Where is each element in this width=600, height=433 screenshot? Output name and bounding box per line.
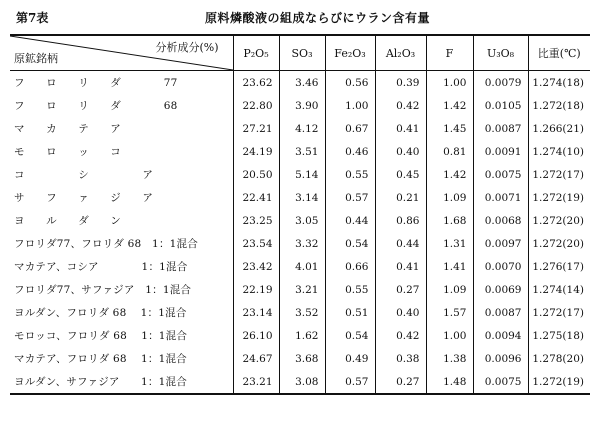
value-cell: 1.272(20) [528, 232, 590, 255]
header-al2o3: Al₂O₃ [375, 35, 426, 71]
value-cell: 0.0087 [473, 117, 528, 140]
header-u3o8: U₃O₈ [473, 35, 528, 71]
value-cell: 22.41 [233, 186, 279, 209]
header-f: F [426, 35, 473, 71]
value-cell: 4.01 [279, 255, 325, 278]
ore-name-cell: マカテア、フロリダ 68 1：1混合 [14, 353, 187, 365]
value-cell: 1.272(17) [528, 301, 590, 324]
value-cell: 3.46 [279, 71, 325, 95]
value-cell: 0.45 [375, 163, 426, 186]
table-row [10, 209, 590, 232]
table-row [10, 140, 590, 163]
value-cell: 0.46 [325, 140, 375, 163]
value-cell: 0.67 [325, 117, 375, 140]
value-cell: 1.276(17) [528, 255, 590, 278]
value-cell: 23.14 [233, 301, 279, 324]
value-cell: 20.50 [233, 163, 279, 186]
value-cell: 23.21 [233, 370, 279, 394]
ore-name-cell: モ ロ ッ コ [14, 146, 121, 158]
value-cell: 0.0070 [473, 255, 528, 278]
value-cell: 1.57 [426, 301, 473, 324]
value-cell: 0.49 [325, 347, 375, 370]
value-cell: 0.42 [375, 324, 426, 347]
value-cell: 0.39 [375, 71, 426, 95]
header-so3: SO₃ [279, 35, 325, 71]
value-cell: 24.19 [233, 140, 279, 163]
value-cell: 1.00 [426, 71, 473, 95]
value-cell: 1.274(18) [528, 71, 590, 95]
ore-name-cell: ヨルダン、フロリダ 68 1：1混合 [14, 307, 187, 319]
value-cell: 0.0075 [473, 163, 528, 186]
table-row [10, 301, 590, 324]
table-body [10, 71, 590, 395]
header-specific-gravity: 比重(℃) [528, 35, 590, 71]
ore-name-cell: フロリダ77、フロリダ 68 1：1混合 [14, 238, 198, 250]
value-cell: 1.38 [426, 347, 473, 370]
value-cell: 0.44 [375, 232, 426, 255]
value-cell: 0.55 [325, 163, 375, 186]
value-cell: 0.0071 [473, 186, 528, 209]
header-p2o5: P₂O₅ [233, 35, 279, 71]
value-cell: 3.51 [279, 140, 325, 163]
value-cell: 0.0105 [473, 94, 528, 117]
header-fe2o3: Fe₂O₃ [325, 35, 375, 71]
value-cell: 1.274(14) [528, 278, 590, 301]
value-cell: 3.05 [279, 209, 325, 232]
value-cell: 0.86 [375, 209, 426, 232]
value-cell: 0.0091 [473, 140, 528, 163]
value-cell: 4.12 [279, 117, 325, 140]
table-row [10, 278, 590, 301]
value-cell: 0.21 [375, 186, 426, 209]
value-cell: 0.81 [426, 140, 473, 163]
value-cell: 0.0094 [473, 324, 528, 347]
value-cell: 0.51 [325, 301, 375, 324]
header-analysis-label: 分析成分(%) [155, 41, 219, 54]
table-row [10, 324, 590, 347]
ore-name-cell: ヨルダン、サファジア 1：1混合 [14, 376, 187, 388]
value-cell: 5.14 [279, 163, 325, 186]
table-row [10, 255, 590, 278]
table-row [10, 117, 590, 140]
value-cell: 0.41 [375, 117, 426, 140]
value-cell: 1.09 [426, 186, 473, 209]
table-row [10, 71, 590, 95]
value-cell: 1.272(18) [528, 94, 590, 117]
value-cell: 0.0097 [473, 232, 528, 255]
ore-name-cell: コ シ ア [14, 169, 154, 181]
value-cell: 0.42 [375, 94, 426, 117]
value-cell: 3.90 [279, 94, 325, 117]
table-row [10, 94, 590, 117]
value-cell: 0.57 [325, 186, 375, 209]
table-title: 原料燐酸液の組成ならびにウラン含有量 [205, 11, 431, 25]
value-cell: 1.42 [426, 163, 473, 186]
value-cell: 0.0087 [473, 301, 528, 324]
table-row [10, 370, 590, 394]
ore-name-cell: フ ロ リ ダ 68 [14, 100, 178, 112]
ore-name-cell: ヨ ル ダ ン [14, 215, 121, 227]
value-cell: 3.68 [279, 347, 325, 370]
value-cell: 1.62 [279, 324, 325, 347]
value-cell: 0.0096 [473, 347, 528, 370]
value-cell: 1.274(10) [528, 140, 590, 163]
value-cell: 1.45 [426, 117, 473, 140]
table-label: 第7表 [16, 11, 49, 25]
value-cell: 1.272(19) [528, 370, 590, 394]
value-cell: 24.67 [233, 347, 279, 370]
value-cell: 23.62 [233, 71, 279, 95]
value-cell: 0.0069 [473, 278, 528, 301]
table-row [10, 347, 590, 370]
value-cell: 1.48 [426, 370, 473, 394]
value-cell: 27.21 [233, 117, 279, 140]
value-cell: 0.66 [325, 255, 375, 278]
value-cell: 1.272(19) [528, 186, 590, 209]
value-cell: 0.55 [325, 278, 375, 301]
header-ore-label: 原鉱銘柄 [14, 52, 58, 65]
value-cell: 0.0068 [473, 209, 528, 232]
value-cell: 1.42 [426, 94, 473, 117]
value-cell: 1.278(20) [528, 347, 590, 370]
value-cell: 1.31 [426, 232, 473, 255]
value-cell: 0.41 [375, 255, 426, 278]
table-row [10, 186, 590, 209]
value-cell: 1.41 [426, 255, 473, 278]
value-cell: 23.54 [233, 232, 279, 255]
value-cell: 0.27 [375, 278, 426, 301]
value-cell: 0.54 [325, 324, 375, 347]
ore-name-cell: モロッコ、フロリダ 68 1：1混合 [14, 330, 188, 342]
value-cell: 23.25 [233, 209, 279, 232]
value-cell: 1.275(18) [528, 324, 590, 347]
value-cell: 3.52 [279, 301, 325, 324]
value-cell: 26.10 [233, 324, 279, 347]
value-cell: 0.38 [375, 347, 426, 370]
value-cell: 1.09 [426, 278, 473, 301]
ore-name-cell: サ フ ァ ジ ア [14, 192, 154, 204]
value-cell: 0.40 [375, 140, 426, 163]
value-cell: 0.40 [375, 301, 426, 324]
ore-name-cell: マカテア、コシア 1：1混合 [14, 261, 188, 273]
table-row [10, 232, 590, 255]
value-cell: 0.27 [375, 370, 426, 394]
value-cell: 1.272(20) [528, 209, 590, 232]
value-cell: 1.68 [426, 209, 473, 232]
value-cell: 22.80 [233, 94, 279, 117]
value-cell: 1.266(21) [528, 117, 590, 140]
value-cell: 1.00 [426, 324, 473, 347]
table-row [10, 163, 590, 186]
value-cell: 3.08 [279, 370, 325, 394]
ore-name-cell: マ カ テ ア [14, 123, 121, 135]
value-cell: 0.0075 [473, 370, 528, 394]
ore-name-cell: フロリダ77、サファジア 1：1混合 [14, 284, 192, 296]
value-cell: 0.57 [325, 370, 375, 394]
ore-name-cell: フ ロ リ ダ 77 [14, 77, 178, 89]
value-cell: 1.272(17) [528, 163, 590, 186]
value-cell: 0.56 [325, 71, 375, 95]
value-cell: 23.42 [233, 255, 279, 278]
value-cell: 22.19 [233, 278, 279, 301]
value-cell: 0.44 [325, 209, 375, 232]
value-cell: 3.32 [279, 232, 325, 255]
composition-table [10, 34, 590, 395]
value-cell: 3.21 [279, 278, 325, 301]
table-caption [10, 6, 590, 26]
header-row [10, 35, 590, 71]
value-cell: 0.0079 [473, 71, 528, 95]
value-cell: 0.54 [325, 232, 375, 255]
header-corner-cell [10, 35, 233, 71]
value-cell: 3.14 [279, 186, 325, 209]
value-cell: 1.00 [325, 94, 375, 117]
